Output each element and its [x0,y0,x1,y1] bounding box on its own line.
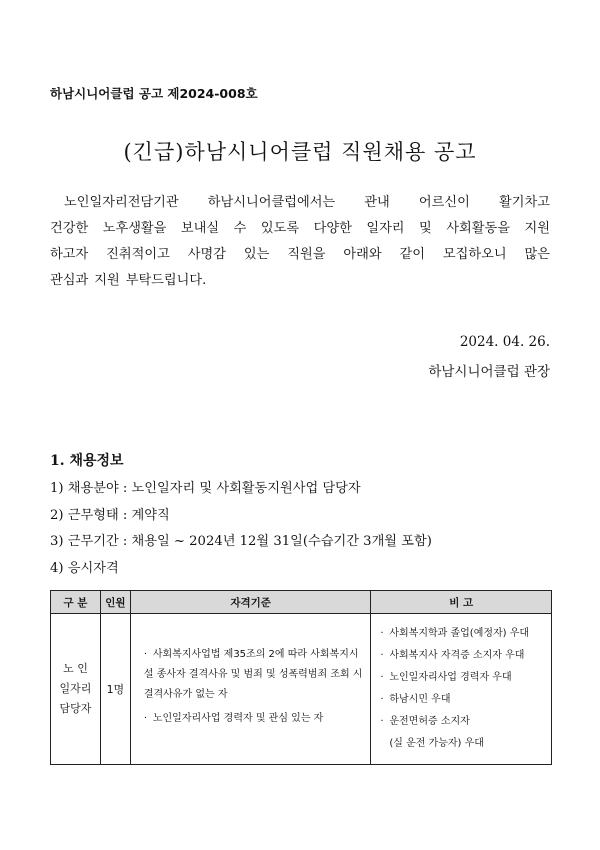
signature: 하남시니어클럽 관장 [428,364,550,380]
list-item: 3) 근무기간 : 채용일 ~ 2024년 12월 31일(수습기간 3개월 포함) [50,534,432,549]
intro-line: 노인일자리전담기관 하남시니어클럽에서는 관내 어르신이 활기차고 [64,195,550,210]
list-item: · 사회복지사 자격증 소지자 우대 [380,650,525,661]
qualification-table [50,590,552,765]
list-item: · 사회복지학과 졸업(예정자) 우대 [380,628,530,639]
list-item: · 노인일자리사업 경력자 및 관심 있는 자 [143,713,324,724]
section-heading: 1. 채용정보 [50,453,124,469]
page-title: (긴급)하남시니어클럽 직원채용 공고 [123,140,477,164]
category-cell: 노 인 일자리 담당자 [51,614,101,765]
list-item: · 노인일자리사업 경력자 우대 [380,672,512,683]
list-item: 4) 응시자격 [50,560,119,576]
column-header: 자격기준 [130,591,370,614]
table-header-row [51,591,552,614]
table-row [51,614,552,765]
list-item: · 하남시민 우대 [380,694,451,705]
headcount-cell: 1명 [100,614,130,765]
list-item: · 사회복지사업법 제35조의 2에 따라 사회복지시설 종사자 결격사유 및 범죄 및 성폭력범죄 조회 시 결격사유가 없는 자 [143,649,363,700]
notes-cell [371,614,552,765]
column-header: 비 고 [371,591,552,614]
intro-line: 관심과 지원 부탁드립니다. [50,273,207,288]
list-item: · 운전면허증 소지자 [380,716,470,727]
list-item: 1) 채용분야 : 노인일자리 및 사회활동지원사업 담당자 [50,481,361,496]
intro-paragraph [50,190,550,294]
column-header: 구 분 [51,591,101,614]
qualification-cell [130,614,370,765]
notice-number: 하남시니어클럽 공고 제2024-008호 [50,86,258,101]
intro-line: 건강한 노후생활을 보내실 수 있도록 다양한 일자리 및 사회활동을 지원 [50,221,550,236]
intro-line: 하고자 진취적이고 사명감 있는 직원을 아래와 같이 모집하오니 많은 [50,247,550,262]
column-header: 인원 [100,591,130,614]
list-item: (실 운전 가능자) 우대 [389,738,484,749]
notice-date: 2024. 04. 26. [459,334,550,350]
info-list [50,476,432,582]
list-item: 2) 근무형태 : 계약직 [50,507,170,523]
